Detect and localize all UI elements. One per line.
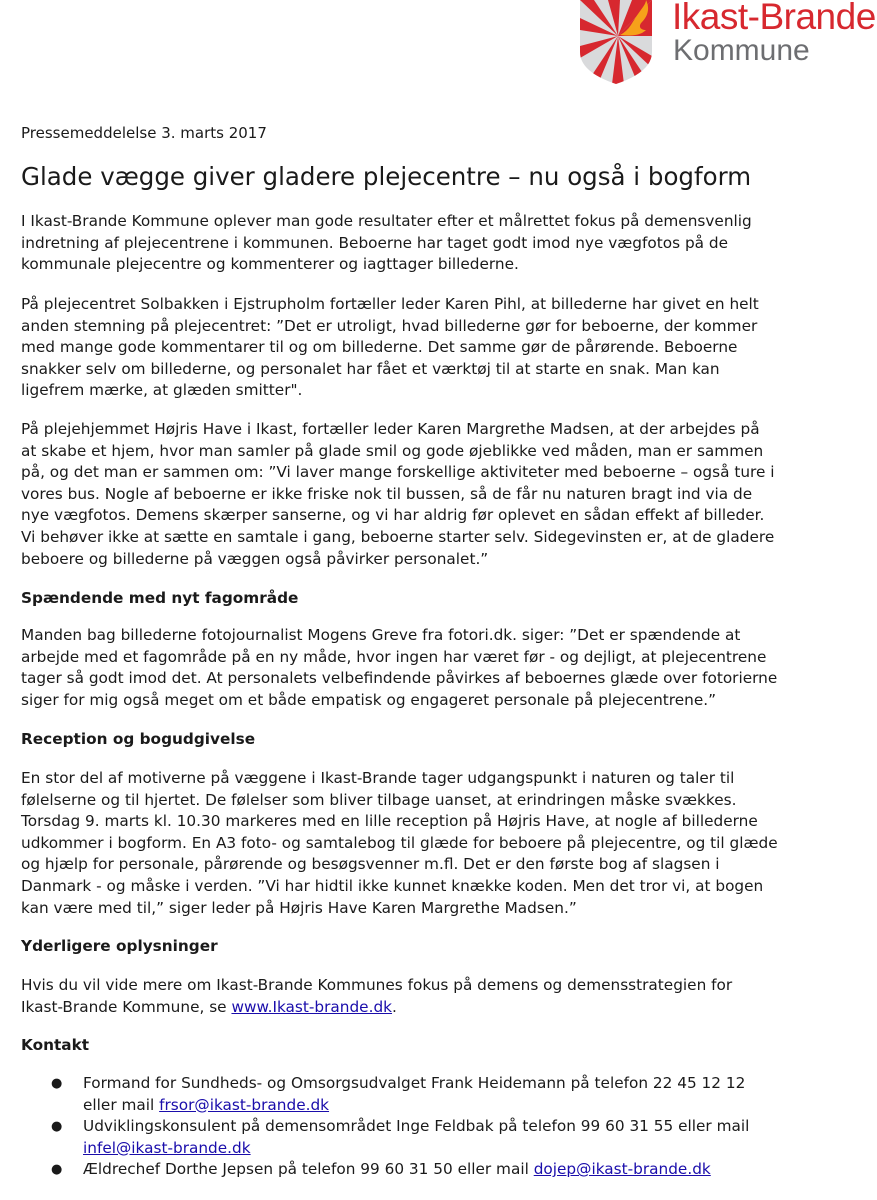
text-line: kan være med til,” siger leder på Højris Have Karen Margrethe Madsen.” (21, 898, 577, 917)
text-line: Manden bag billederne fotojournalist Mogens Greve fra fotori.dk. siger: ”Det er spændende at (21, 626, 741, 644)
text-line: Formand for Sundheds- og Omsorgsudvalget Frank Heidemann på telefon 22 45 12 12 (83, 1074, 746, 1092)
text-line (83, 1095, 749, 1117)
section-heading-oplysninger: Yderligere oplysninger (21, 937, 218, 955)
dateline: Pressemeddelelse 3. marts 2017 (21, 124, 267, 142)
text-line: med mange gode kommentarer til og om billederne. Det samme gør de pårørende. Beboerne (21, 338, 738, 357)
logo-wordmark: Ikast-Brande (672, 0, 876, 37)
website-link[interactable]: www.Ikast-brande.dk (231, 997, 393, 1016)
email-link-infel[interactable]: infel@ikast-brande.dk (83, 1138, 251, 1157)
paragraph-reception (21, 768, 866, 919)
text-line: nye vægfotos. Demens skærper sanserne, og vi har aldrig før oplevet en sådan effekt af billeder. (21, 506, 765, 525)
logo-subtitle: Kommune (673, 34, 810, 67)
paragraph-hojris-have (21, 419, 866, 570)
contact-item-frank-heidemann (51, 1073, 749, 1116)
text-line: indretning af plejecentrene i kommunen. Beboerne har taget godt imod nye vægfotos på de (21, 233, 729, 252)
text-line: Torsdag 9. marts kl. 10.30 markeres med en lille reception på Højris Have, at nogle af billederne (21, 812, 758, 831)
text-line: vores bus. Nogle af beboerne er ikke friske nok til bussen, så de får nu naturen bragt ind via de (21, 484, 753, 503)
text-line: beboere og billederne på væggen også påvirker personalet.” (21, 549, 489, 568)
text-line: På plejecentret Solbakken i Ejstrupholm fortæller leder Karen Pihl, at billederne har givet en helt (21, 295, 759, 313)
paragraph-fagomraade (21, 625, 866, 711)
contact-list (51, 1073, 749, 1181)
text-line (21, 997, 866, 1019)
text-line: En stor del af motiverne på væggene i Ikast-Brande tager udgangspunkt i naturen og taler til (21, 769, 735, 787)
text-line (83, 1138, 749, 1160)
text-fragment: Ældrechef Dorthe Jepsen på telefon 99 60 31 50 eller mail (83, 1160, 534, 1179)
text-line (83, 1159, 749, 1181)
paragraph-oplysninger (21, 975, 866, 1018)
text-line: tager så godt imod det. At personalets velbefindende påvirkes af beboernes glæde over fotorierne (21, 669, 778, 688)
text-line: På plejehjemmet Højris Have i Ikast, fortæller leder Karen Margrethe Madsen, at der arbejdes på (21, 420, 760, 438)
text-fragment: eller mail (83, 1095, 160, 1114)
text-fragment: Ikast-Brande Kommune, se (21, 997, 232, 1016)
text-line: arbejde med et fagområde på en ny måde, hvor ingen har været før - og dejligt, at plejecentrene (21, 647, 767, 666)
email-link-dojep[interactable]: dojep@ikast-brande.dk (533, 1160, 711, 1179)
text-line: Udviklingskonsulent på demensområdet Inge Feldbak på telefon 99 60 31 55 eller mail (83, 1117, 750, 1136)
coat-of-arms-shield-icon (580, 0, 652, 84)
section-heading-fagomraade: Spændende med nyt fagområde (21, 589, 299, 607)
text-line: siger for mig også meget om et både empatisk og engageret personale på plejecentrene.” (21, 690, 717, 709)
text-line: kommunale plejecentre og kommenterer og iagttager billederne. (21, 255, 519, 274)
page-title: Glade vægge giver gladere plejecentre – nu også i bogform (21, 162, 752, 191)
text-line: I Ikast-Brande Kommune oplever man gode resultater efter et målrettet fokus på demensvenlig (21, 212, 752, 230)
email-link-frsor[interactable]: frsor@ikast-brande.dk (159, 1095, 330, 1114)
text-line: udkommer i bogform. En A3 foto- og samtalebog til glæde for beboere på plejecentre, og til glæde (21, 833, 778, 852)
paragraph-solbakken (21, 294, 866, 402)
bullet-icon: ● (51, 1119, 63, 1135)
text-line: følelserne og til hjertet. De følelser som bliver tilbage uanset, at erindringen måske svækkes. (21, 790, 737, 809)
text-line: Vi behøver ikke at sætte en samtale i gang, beboerne starter selv. Sidegevinsten er, at de gladere (21, 527, 775, 546)
section-heading-kontakt: Kontakt (21, 1036, 90, 1054)
text-line: Hvis du vil vide mere om Ikast-Brande Kommunes fokus på demens og demensstrategien for (21, 976, 733, 994)
text-line: anden stemning på plejecentret: ”Det er utroligt, hvad billederne gør for beboerne, der kommer (21, 316, 758, 335)
text-fragment: . (392, 997, 397, 1016)
bullet-icon: ● (51, 1076, 63, 1091)
paragraph-intro (21, 211, 866, 276)
text-line: ligefrem mærke, at glæden smitter". (21, 381, 303, 400)
text-line: og hjælp for personale, pårørende og besøgsvenner m.fl. Det er den første bog af slagsen i (21, 855, 720, 874)
text-line: på, og det man er sammen om: ”Vi laver mange forskellige aktiviteter med beboerne – også ture i (21, 463, 775, 482)
text-line: Danmark - og måske i verden. ”Vi har hidtil ikke kunnet knække koden. Men det tror vi, at bogen (21, 876, 764, 895)
contact-item-dorthe-jepsen (51, 1159, 749, 1181)
text-line: at skabe et hjem, hvor man samler på glade smil og gode øjeblikke ved måden, man er sammen (21, 441, 764, 460)
contact-item-inge-feldbak (51, 1116, 749, 1159)
section-heading-reception: Reception og bogudgivelse (21, 730, 256, 748)
ikast-brande-logo (578, 0, 877, 86)
bullet-icon: ● (51, 1162, 63, 1178)
text-line: snakker selv om billederne, og personalet har fået et værktøj til at starte en snak. Man kan (21, 359, 720, 378)
